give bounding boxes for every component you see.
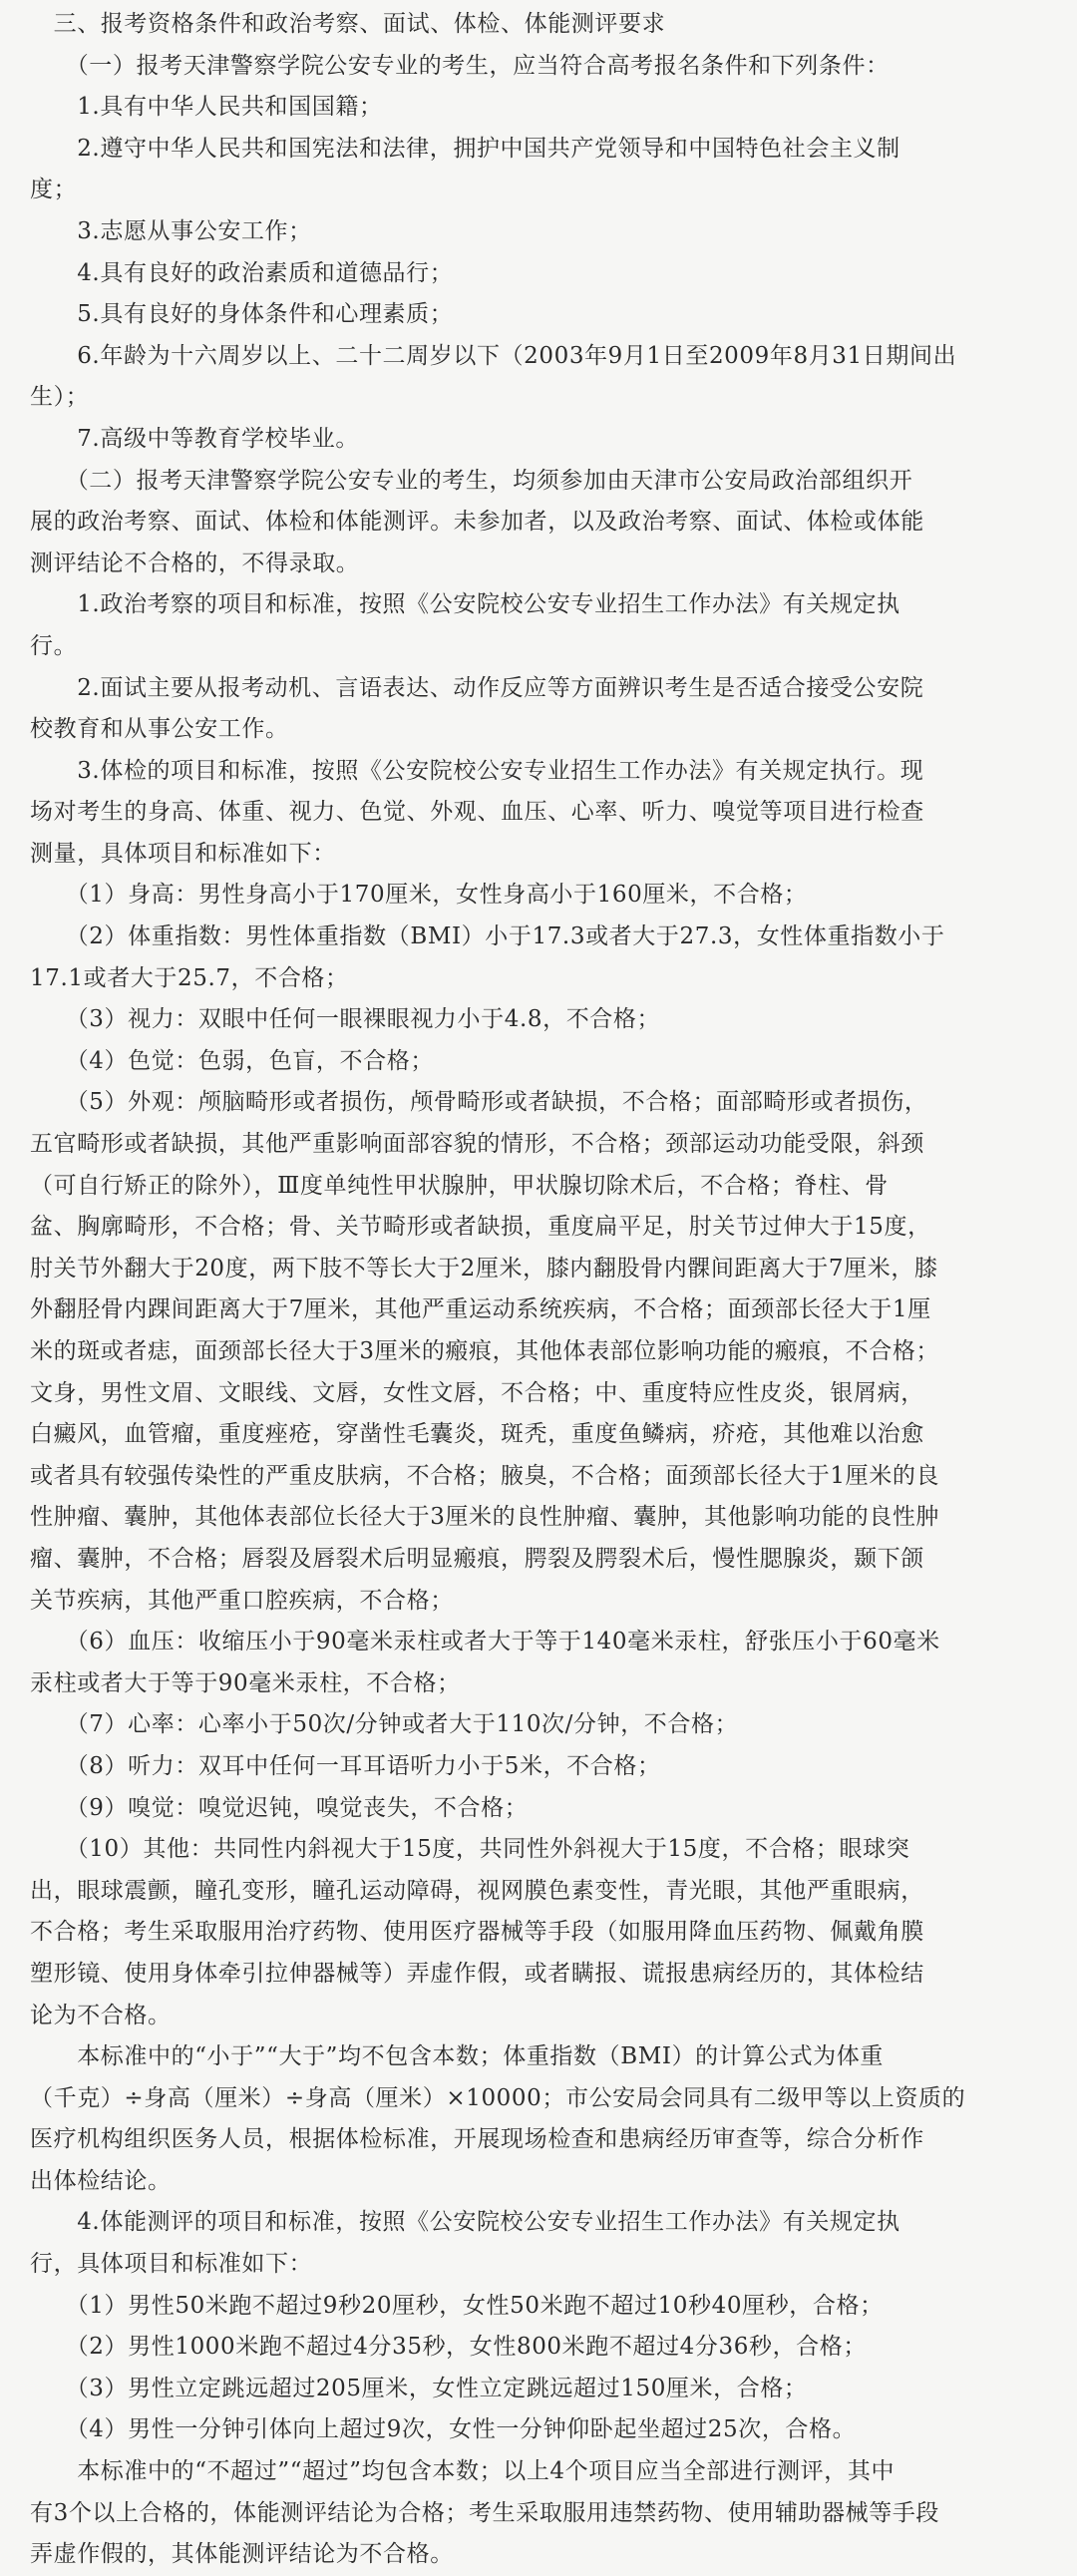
text-line: 白癜风，血管瘤，重度痤疮，穿凿性毛囊炎，斑秃，重度鱼鳞病，疥疮，其他难以治愈 [30, 1421, 924, 1448]
text-line: 17.1或者大于25.7，不合格； [30, 964, 349, 991]
text-line: 场对考生的身高、体重、视力、色觉、外观、血压、心率、听力、嗅觉等项目进行检查 [30, 799, 924, 826]
text-line: （1）身高：男性身高小于170厘米，女性身高小于160厘米，不合格； [30, 882, 808, 909]
text-line: 弄虚作假的，其体能测评结论为不合格。 [30, 2541, 454, 2568]
text-line: （可自行矫正的除外），Ⅲ度单纯性甲状腺肿，甲状腺切除术后，不合格；脊柱、骨 [30, 1172, 889, 1199]
text-line: 性肿瘤、囊肿，其他体表部位长径大于3厘米的良性肿瘤、囊肿，其他影响功能的良性肿 [30, 1504, 940, 1531]
text-line: （9）嗅觉：嗅觉迟钝，嗅觉丧失，不合格； [30, 1794, 529, 1821]
text-line: 或者具有较强传染性的严重皮肤病，不合格；腋臭，不合格；面颈部长径大于1厘米的良 [30, 1462, 940, 1489]
text-line: 医疗机构组织医务人员，根据体检标准，开展现场检查和患病经历审查等，综合分析作 [30, 2126, 924, 2153]
text-line: 文身，男性文眉、文眼线、文唇，女性文唇，不合格；中、重度特应性皮炎，银屑病， [30, 1379, 924, 1406]
text-line: （2）男性1000米跑不超过4分35秒，女性800米跑不超过4分36秒，合格； [30, 2334, 867, 2361]
text-line: 2.遵守中华人民共和国宪法和法律，拥护中国共产党领导和中国特色社会主义制 [30, 135, 900, 162]
text-line: （3）男性立定跳远超过205厘米，女性立定跳远超过150厘米，合格； [30, 2375, 808, 2401]
text-line: 生）； [30, 384, 90, 411]
text-line: （7）心率：心率小于50次/分钟或者大于110次/分钟，不合格； [30, 1711, 739, 1738]
text-line: 瘤、囊肿，不合格；唇裂及唇裂术后明显瘢痕，腭裂及腭裂术后，慢性腮腺炎，颞下颌 [30, 1545, 924, 1572]
section-heading: 三、报考资格条件和政治考察、面试、体检、体能测评要求 [30, 11, 666, 37]
text-line: 4.体能测评的项目和标准，按照《公安院校公安专业招生工作办法》有关规定执 [30, 2209, 900, 2236]
text-line: 盆、胸廓畸形，不合格；骨、关节畸形或者缺损，重度扁平足，肘关节过伸大于15度， [30, 1214, 931, 1241]
text-line: 6.年龄为十六周岁以上、二十二周岁以下（2003年9月1日至2009年8月31日期间出 [30, 342, 957, 369]
text-line: （8）听力：双耳中任何一耳耳语听力小于5米，不合格； [30, 1752, 661, 1779]
text-line: 3.志愿从事公安工作； [30, 217, 312, 244]
text-line: 本标准中的“不超过”“超过”均包含本数；以上4个项目应当全部进行测评，其中 [30, 2458, 896, 2485]
text-line: 2.面试主要从报考动机、言语表达、动作反应等方面辨识考生是否适合接受公安院 [30, 674, 924, 701]
text-line: 行。 [30, 632, 78, 659]
text-line: （2）体重指数：男性体重指数（BMI）小于17.3或者大于27.3，女性体重指数小于 [30, 923, 945, 950]
text-line: 度； [30, 177, 78, 203]
text-line: 3.体检的项目和标准，按照《公安院校公安专业招生工作办法》有关规定执行。现 [30, 757, 924, 784]
text-line: 米的斑或者痣，面颈部长径大于3厘米的瘢痕，其他体表部位影响功能的瘢痕，不合格； [30, 1338, 940, 1364]
text-line: 不合格；考生采取服用治疗药物、使用医疗器械等手段（如服用降血压药物、佩戴角膜 [30, 1919, 924, 1946]
text-line: 展的政治考察、面试、体检和体能测评。未参加者，以及政治考察、面试、体检或体能 [30, 509, 924, 536]
text-line: 行，具体项目和标准如下： [30, 2251, 313, 2278]
text-line: （10）其他：共同性内斜视大于15度，共同性外斜视大于15度，不合格；眼球突 [30, 1836, 910, 1863]
text-line: 4.具有良好的政治素质和道德品行； [30, 259, 454, 286]
text-line: （4）男性一分钟引体向上超过9次，女性一分钟仰卧起坐超过25次，合格。 [30, 2416, 857, 2443]
text-line: （1）男性50米跑不超过9秒20厘秒，女性50米跑不超过10秒40厘秒，合格； [30, 2292, 884, 2319]
text-line: （一）报考天津警察学院公安专业的考生，应当符合高考报名条件和下列条件： [30, 52, 890, 79]
text-line: 外翻胫骨内踝间距离大于7厘米，其他严重运动系统疾病，不合格；面颈部长径大于1厘 [30, 1296, 931, 1323]
text-line: 5.具有良好的身体条件和心理素质； [30, 301, 454, 328]
text-line: 出体检结论。 [30, 2167, 172, 2194]
text-line: 7.高级中等教育学校毕业。 [30, 425, 359, 452]
text-line: 肘关节外翻大于20度，两下肢不等长大于2厘米，膝内翻股骨内髁间距离大于7厘米，膝 [30, 1255, 938, 1282]
text-line: 本标准中的“小于”“大于”均不包含本数；体重指数（BMI）的计算公式为体重 [30, 2043, 884, 2070]
text-line: 测评结论不合格的，不得录取。 [30, 550, 360, 576]
text-line: 论为不合格。 [30, 2002, 172, 2028]
text-line: 汞柱或者大于等于90毫米汞柱，不合格； [30, 1669, 461, 1696]
text-line: （千克）÷身高（厘米）÷身高（厘米）×10000；市公安局会同具有二级甲等以上资质的 [30, 2084, 966, 2111]
text-line: 五官畸形或者缺损，其他严重影响面部容貌的情形，不合格；颈部运动功能受限，斜颈 [30, 1131, 924, 1158]
text-line: （5）外观：颅脑畸形或者损伤，颅骨畸形或者缺损，不合格；面部畸形或者损伤， [30, 1089, 928, 1116]
text-line: 1.政治考察的项目和标准，按照《公安院校公安专业招生工作办法》有关规定执 [30, 591, 900, 618]
text-line: （3）视力：双眼中任何一眼裸眼视力小于4.8，不合格； [30, 1006, 661, 1033]
text-line: （4）色觉：色弱，色盲，不合格； [30, 1047, 434, 1074]
text-line: 测量，具体项目和标准如下： [30, 840, 336, 867]
text-line: 塑形镜、使用身体牵引拉伸器械等）弄虚作假，或者瞒报、谎报患病经历的，其体检结 [30, 1960, 924, 1987]
text-line: 关节疾病，其他严重口腔疾病，不合格； [30, 1587, 454, 1614]
text-line: 有3个以上合格的，体能测评结论为合格；考生采取服用违禁药物、使用辅助器械等手段 [30, 2499, 940, 2526]
text-line: 1.具有中华人民共和国国籍； [30, 94, 383, 121]
text-line: （二）报考天津警察学院公安专业的考生，均须参加由天津市公安局政治部组织开 [30, 467, 913, 494]
text-line: 校教育和从事公安工作。 [30, 716, 289, 743]
text-line: 出，眼球震颤，瞳孔变形，瞳孔运动障碍，视网膜色素变性，青光眼，其他严重眼病， [30, 1877, 924, 1904]
text-line: （6）血压：收缩压小于90毫米汞柱或者大于等于140毫米汞柱，舒张压小于60毫米 [30, 1629, 940, 1656]
